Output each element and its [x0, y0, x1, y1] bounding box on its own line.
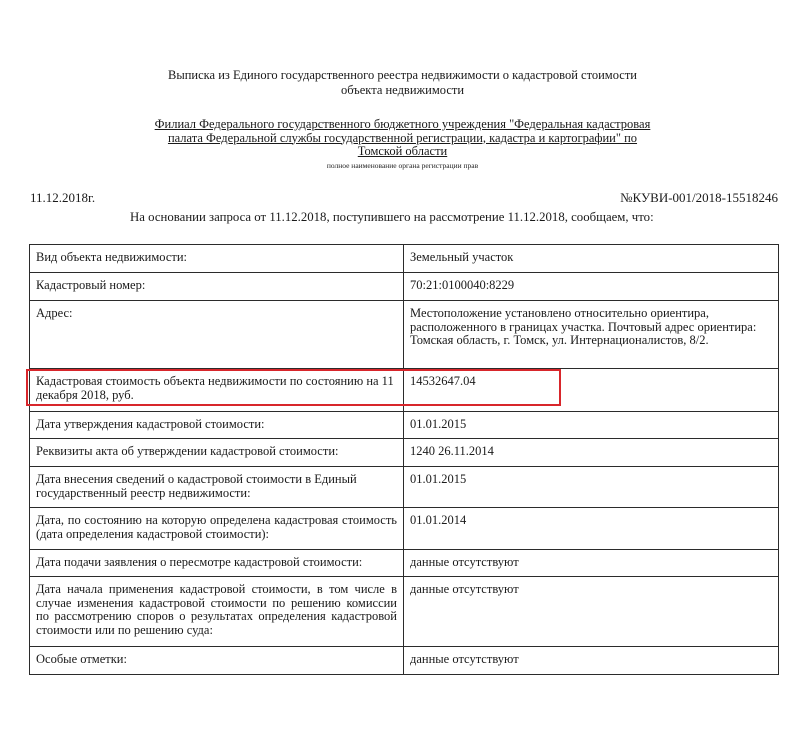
row-value: 01.01.2015: [404, 412, 779, 439]
row-label: Дата, по состоянию на которую определена кадастровая стоимость (дата определения кадастровой стоимости):: [30, 508, 404, 550]
row-value: 01.01.2015: [404, 467, 779, 508]
table-row: [30, 647, 779, 675]
title-line-1: Выписка из Единого государственного реестра недвижимости о кадастровой стоимости: [168, 68, 637, 82]
row-label: Дата утверждения кадастровой стоимости:: [30, 412, 404, 439]
row-label: Дата внесения сведений о кадастровой стоимости в Единый государственный реестр недвижимости:: [30, 467, 404, 508]
row-label: Адрес:: [30, 301, 404, 369]
org-caption: полное наименование органа регистрации прав: [326, 161, 479, 170]
issuing-organization: [0, 118, 805, 159]
table-row: [30, 467, 779, 508]
org-line-3: Томской области: [357, 144, 448, 158]
registration-number: №КУВИ-001/2018-15518246: [620, 190, 778, 205]
row-value: 14532647.04: [404, 369, 779, 412]
row-value: 01.01.2014: [404, 508, 779, 550]
cadastral-info-table: [29, 244, 779, 675]
row-label: Дата подачи заявления о пересмотре кадастровой стоимости:: [30, 550, 404, 577]
row-value: данные отсутствуют: [404, 647, 779, 675]
table-row: [30, 550, 779, 577]
org-line-2: палата Федеральной службы государственной регистрации, кадастра и картографии" по: [167, 130, 638, 145]
org-line-1: Филиал Федерального государственного бюджетного учреждения "Федеральная кадастровая: [154, 117, 651, 131]
row-label: Кадастровый номер:: [30, 273, 404, 301]
document-date: 11.12.2018г.: [30, 190, 96, 205]
row-value: Земельный участок: [404, 245, 779, 273]
row-label: Кадастровая стоимость объекта недвижимости по состоянию на 11 декабря 2018, руб.: [30, 369, 404, 412]
table-row: [30, 273, 779, 301]
title-line-2: объекта недвижимости: [340, 83, 465, 97]
table-row: [30, 439, 779, 467]
table-row: [30, 412, 779, 439]
row-label: Особые отметки:: [30, 647, 404, 675]
row-value: Местоположение установлено относительно ориентира, расположенного в границах участка. Почтовый адрес ориентира: Томская область, г. Томск, ул. Интернационалистов, 8/2.: [404, 301, 779, 369]
document-title: [0, 68, 805, 98]
table-row: [30, 301, 779, 369]
row-label: Реквизиты акта об утверждении кадастровой стоимости:: [30, 439, 404, 467]
row-value: 70:21:0100040:8229: [404, 273, 779, 301]
row-value: 1240 26.11.2014: [404, 439, 779, 467]
row-label: Дата начала применения кадастровой стоимости, в том числе в случае изменения кадастровой стоимости по решению комиссии по рассмотрению споров о результатах определения кадастровой стоимости или по решению суда:: [30, 577, 404, 647]
table-row: [30, 245, 779, 273]
table-row: [30, 369, 779, 412]
row-label: Вид объекта недвижимости:: [30, 245, 404, 273]
request-basis-text: На основании запроса от 11.12.2018, поступившего на рассмотрение 11.12.2018, сообщаем, что:: [130, 210, 654, 224]
row-value: данные отсутствуют: [404, 577, 779, 647]
row-value: данные отсутствуют: [404, 550, 779, 577]
table-row: [30, 508, 779, 550]
table-row: [30, 577, 779, 647]
